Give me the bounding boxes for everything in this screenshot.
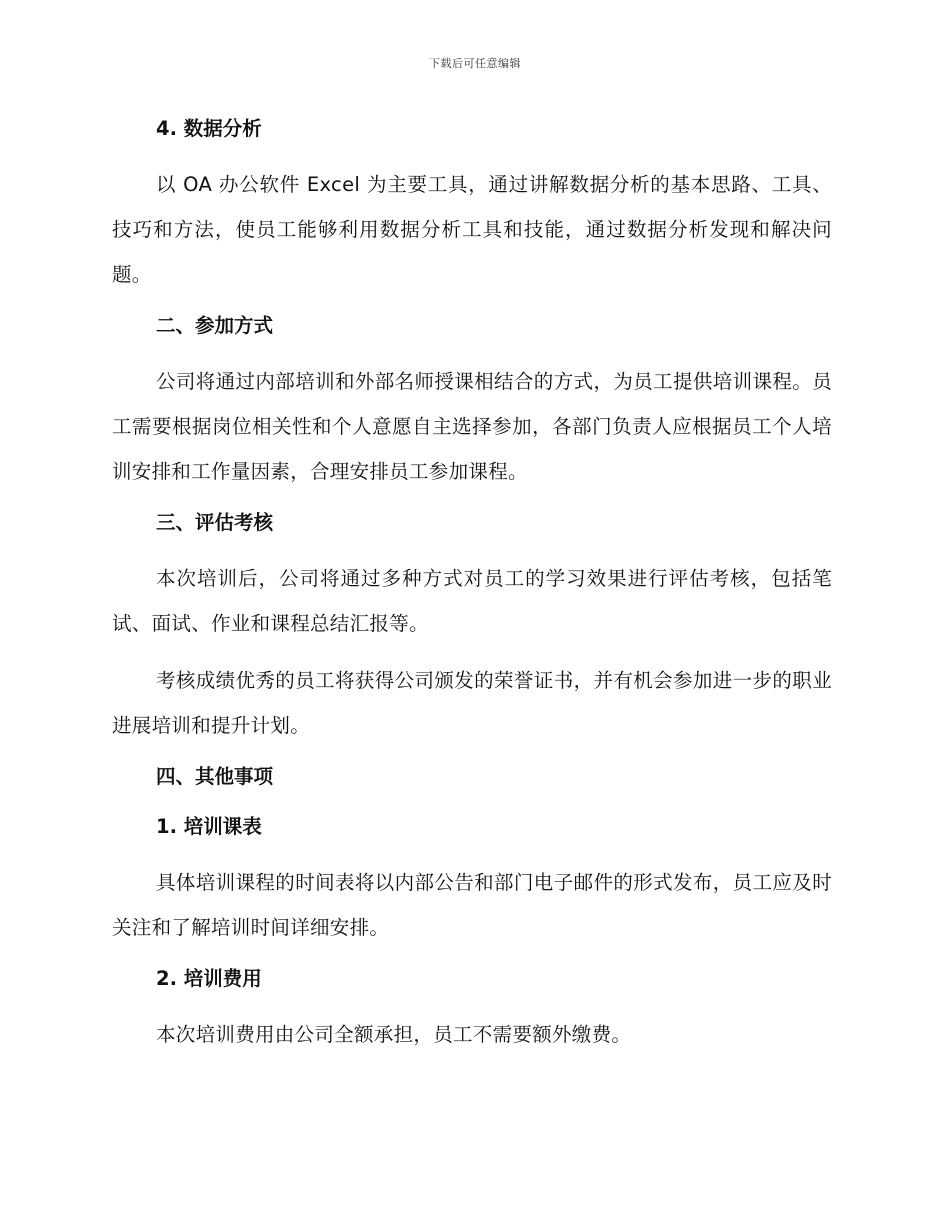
document-body bbox=[112, 112, 832, 1069]
paragraph-data-analysis: 以 OA 办公软件 Excel 为主要工具，通过讲解数据分析的基本思路、工具、技巧和方法，使员工能够利用数据分析工具和技能，通过数据分析发现和解决问题。 bbox=[112, 173, 832, 286]
section-heading-data-analysis: 4. 数据分析 bbox=[156, 117, 262, 140]
paragraph-assessment-reward: 考核成绩优秀的员工将获得公司颁发的荣誉证书，并有机会参加进一步的职业进展培训和提升计划。 bbox=[112, 669, 832, 737]
paragraph-training-schedule: 具体培训课程的时间表将以内部公告和部门电子邮件的形式发布，员工应及时关注和了解培训时间详细安排。 bbox=[112, 871, 832, 939]
section-heading-assessment: 三、评估考核 bbox=[156, 511, 274, 534]
subheading-training-schedule: 1. 培训课表 bbox=[156, 815, 262, 838]
paragraph-training-fee: 本次培训费用由公司全额承担，员工不需要额外缴费。 bbox=[156, 1023, 632, 1046]
subheading-training-fee: 2. 培训费用 bbox=[156, 967, 262, 990]
paragraph-assessment: 本次培训后，公司将通过多种方式对员工的学习效果进行评估考核，包括笔试、面试、作业和课程总结汇报等。 bbox=[112, 567, 832, 635]
page-header: 下载后可任意编辑 bbox=[429, 57, 521, 70]
section-heading-other-matters: 四、其他事项 bbox=[156, 765, 274, 788]
section-heading-participation: 二、参加方式 bbox=[156, 314, 274, 337]
paragraph-participation: 公司将通过内部培训和外部名师授课相结合的方式，为员工提供培训课程。员工需要根据岗位相关性和个人意愿自主选择参加，各部门负责人应根据员工个人培训安排和工作量因素，合理安排员工参加课程。 bbox=[112, 370, 832, 483]
